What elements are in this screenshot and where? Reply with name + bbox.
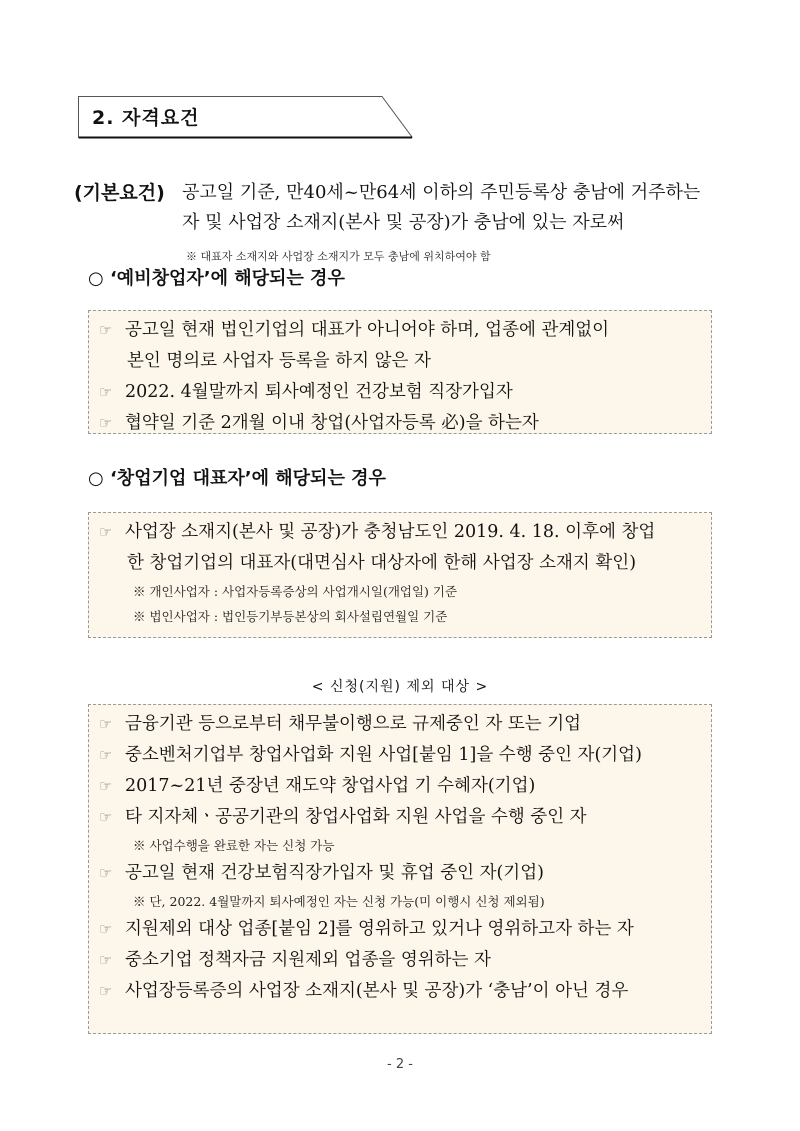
pointing-hand-icon: ☞ [99,383,113,401]
list-item: ☞ 중소벤처기업부 창업사업화 지원 사업[붙임 1]을 수행 중인 자(기업) [99,740,705,771]
page-number: - 2 - [387,1057,413,1072]
pointing-hand-icon: ☞ [99,777,113,795]
basic-requirement-note: ※ 대표자 소재지와 사업장 소재지가 모두 충남에 위치하여야 함 [186,250,491,263]
section-title: 2. 자격요건 [92,107,200,129]
list-item: ☞ 중소기업 정책자금 지원제외 업종을 영위하는 자 [99,945,705,976]
list-item: ☞ 공고일 현재 법인기업의 대표가 아니어야 하며, 업종에 관계없이 [99,315,705,346]
list-item: ☞ 사업장등록증의 사업장 소재지(본사 및 공장)가 ‘충남’이 아닌 경우 [99,976,705,1007]
exclusions-title: < 신청(지원) 제외 대상 > [311,679,489,695]
list-item: ☞ 2022. 4월말까지 퇴사예정인 건강보험 직장가입자 [99,377,705,408]
basic-requirement-label: (기본요건) [74,182,165,204]
basic-requirement-line2: 자 및 사업장 소재지(본사 및 공장)가 충남에 있는 자로써 [182,212,625,233]
pointing-hand-icon: ☞ [99,321,113,339]
pointing-hand-icon: ☞ [99,951,113,969]
list-item-continuation: 본인 명의로 사업자 등록을 하지 않은 자 [127,351,431,371]
pointing-hand-icon: ☞ [99,414,113,432]
startup-ceo-title: ○ ‘창업기업 대표자’에 해당되는 경우 [88,468,386,489]
pointing-hand-icon: ☞ [99,523,113,541]
note-item: ※ 사업수행을 완료한 자는 신청 가능 [133,838,335,853]
list-item: ☞ 사업장 소재지(본사 및 공장)가 충청남도인 2019. 4. 18. 이후에 창업 [99,517,705,548]
section-header [78,96,408,136]
list-item: ☞ 금융기관 등으로부터 채무불이행으로 규제중인 자 또는 기업 [99,709,705,740]
pre-founder-title: ○ ‘예비창업자’에 해당되는 경우 [88,268,345,289]
note-item: ※ 단, 2022. 4월말까지 퇴사예정인 자는 신청 가능(미 이행시 신청 제외됨) [133,894,545,909]
note-item: ※ 개인사업자 : 사업자등록증상의 사업개시일(개업일) 기준 [133,584,458,599]
pointing-hand-icon: ☞ [99,920,113,938]
startup-ceo-box [88,512,712,638]
pointing-hand-icon: ☞ [99,746,113,764]
pointing-hand-icon: ☞ [99,808,113,826]
pointing-hand-icon: ☞ [99,864,113,882]
list-item: ☞ 협약일 기준 2개월 이내 창업(사업자등록 必)을 하는자 [99,408,705,439]
list-item: ☞ 타 지자체ㆍ공공기관의 창업사업화 지원 사업을 수행 중인 자 [99,802,705,833]
list-item: ☞ 공고일 현재 건강보험직장가입자 및 휴업 중인 자(기업) [99,858,705,889]
exclusions-box [88,704,712,1034]
note-item: ※ 법인사업자 : 법인등기부등본상의 회사설립연월일 기준 [133,609,448,624]
pre-founder-box [88,310,712,434]
basic-requirement-line1: 공고일 기준, 만40세~만64세 이하의 주민등록상 충남에 거주하는 [182,182,701,203]
pointing-hand-icon: ☞ [99,982,113,1000]
pointing-hand-icon: ☞ [99,715,113,733]
list-item: ☞ 지원제외 대상 업종[붙임 2]를 영위하고 있거나 영위하고자 하는 자 [99,914,705,945]
list-item: ☞ 2017~21년 중장년 재도약 창업사업 기 수혜자(기업) [99,771,705,802]
list-item-continuation: 한 창업기업의 대표자(대면심사 대상자에 한해 사업장 소재지 확인) [127,553,637,573]
